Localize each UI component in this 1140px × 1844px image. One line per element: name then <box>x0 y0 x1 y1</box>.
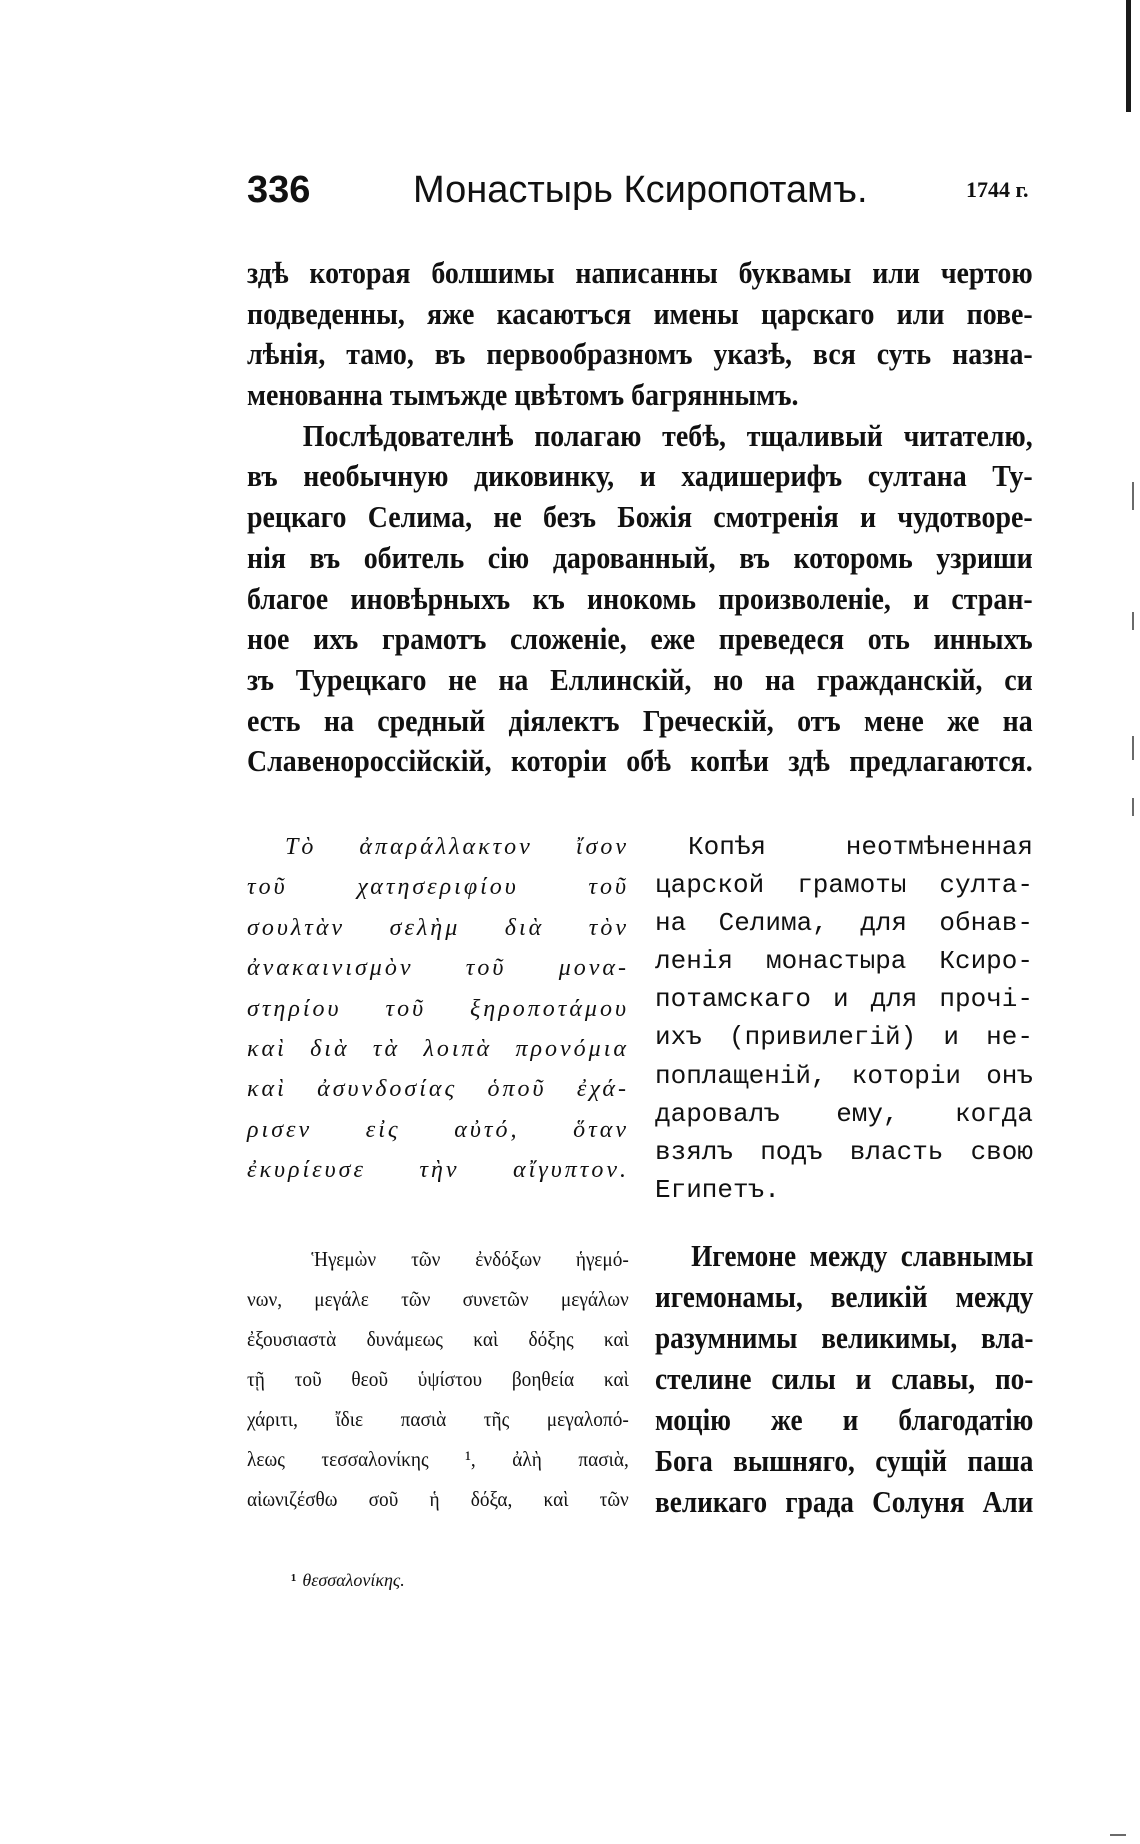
text-line: τῇ τοῦ θεοῦ ὑψίστου βοηθεία καὶ <box>247 1367 629 1391</box>
text-line: есть на средный діялектъ Греческій, отъ мене же на <box>247 702 1033 738</box>
text-line: χάριτι, ἴδιε πασιὰ τῆς μεγαλοπό- <box>247 1407 629 1431</box>
text-line: Копѣя неотмѣненная <box>688 832 1033 862</box>
text-line: разумнимы великимы, вла- <box>655 1320 1034 1355</box>
text-line: σουλτὰν σελὴμ διὰ τὸν <box>247 914 629 941</box>
year-label: 1744 г. <box>966 177 1029 202</box>
text-line: въ необычную диковинку, и хадишерифъ султана Ту- <box>247 458 1033 494</box>
text-line: ἀνακαινισμὸν τοῦ μονα- <box>247 955 629 982</box>
text-line: Игемоне между славнымы <box>691 1238 1034 1273</box>
text-line: ἐκυρίευσε τὴν αἴγυπτον. <box>247 1157 629 1184</box>
footnote-marker: ¹ <box>291 1570 297 1590</box>
text-line: даровалъ ему, когда <box>655 1098 1033 1129</box>
page-edge-mark <box>1132 798 1134 816</box>
footnote-text: θεσσαλονίκης. <box>302 1570 405 1590</box>
text-line: Ἡγεμὼν τῶν ἐνδόξων ἡγεμό- <box>311 1247 629 1271</box>
russian-text-column <box>655 1235 1033 1522</box>
footnote <box>291 1567 405 1593</box>
text-line: нія въ обитель сію дарованный, въ которомь узриши <box>247 539 1033 575</box>
text-line: на Селима, для обнав- <box>655 908 1033 939</box>
text-line: ихъ (привилегій) и не- <box>655 1022 1033 1053</box>
text-line: στηρίου τοῦ ξηροποτάμου <box>247 995 629 1022</box>
greek-text-column <box>247 1239 629 1519</box>
text-line: αἰωνιζέσθω σοῦ ἡ δόξα, καὶ τῶν <box>247 1487 629 1511</box>
text-line: ленія монастыра Ксиро- <box>655 946 1033 977</box>
intro-paragraph <box>247 253 1033 782</box>
text-line: подведенны, яже касаютъся имены царскаго или пове- <box>247 295 1033 331</box>
page-edge-mark <box>1110 1834 1126 1836</box>
text-line: менованна тымъжде цвѣтомъ багряннымъ. <box>247 377 799 413</box>
greek-heading-column <box>247 827 629 1191</box>
page-edge-rule <box>1126 0 1131 112</box>
text-line: καὶ διὰ τὰ λοιπὰ προνόμια <box>247 1035 629 1062</box>
text-line: νων, μεγάλε τῶν συνετῶν μεγάλων <box>247 1287 629 1311</box>
text-line: зъ Турецкаго не на Еллинскій, но на гражданскій, си <box>247 661 1033 697</box>
text-line: Бога вышняго, сущій паша <box>655 1443 1034 1478</box>
text-line: ρισεν εἰς αὐτό, ὅταν <box>247 1116 629 1143</box>
text-line: рецкаго Селима, не безъ Божія смотренія и чудотворе- <box>247 499 1033 535</box>
page-edge-mark <box>1132 482 1134 510</box>
text-line: благое иновѣрныхъ къ инокомь произволеніе, и стран- <box>247 580 1033 616</box>
text-line: Τὸ ἀπαράλλακτον ἴσον <box>285 834 629 860</box>
text-line: τοῦ χατησεριφίου τοῦ <box>247 874 629 901</box>
text-line: лѣнія, тамо, въ первообразномъ указѣ, вся суть назна- <box>247 336 1033 372</box>
text-line: взялъ подъ власть свою <box>655 1136 1033 1167</box>
page-number: 336 <box>247 169 311 211</box>
running-title: Монастырь Ксиропотамъ. <box>413 169 868 211</box>
text-line: великаго града Солуня Али <box>655 1484 1034 1519</box>
text-line: стелине силы и славы, по- <box>655 1361 1034 1396</box>
text-line: игемонамы, великій между <box>655 1279 1034 1314</box>
text-line: поплащеній, которіи онъ <box>655 1060 1033 1091</box>
text-line: Славенороссійскій, которіи обѣ копѣи здѣ предлагаются. <box>247 743 1033 779</box>
text-line: потамскаго и для прочі- <box>655 984 1033 1015</box>
text-line: Египетъ. <box>655 1174 780 1205</box>
text-line: καὶ ἀσυνδοσίας ὁποῦ ἐχά- <box>247 1076 629 1103</box>
text-line: царской грамоты султа- <box>655 870 1033 901</box>
text-line: Послѣдователнѣ полагаю тебѣ, тщаливый читателю, <box>302 417 1033 453</box>
text-line: ἐξουσιαστὰ δυνάμεως καὶ δόξης καὶ <box>247 1327 629 1351</box>
text-line: здѣ которая болшимы написанны буквамы или чертою <box>247 255 1033 290</box>
text-line: ное ихъ грамотъ сложеніе, еже преведеся оть инныхъ <box>247 621 1033 657</box>
russian-heading-column <box>655 828 1033 1209</box>
text-line: λεως τεσσαλονίκης ¹, ἀλὴ πασιὰ, <box>247 1447 629 1471</box>
page-edge-mark <box>1132 736 1134 760</box>
text-line: моцію же и благодатію <box>655 1402 1034 1437</box>
page-edge-mark <box>1132 612 1134 630</box>
